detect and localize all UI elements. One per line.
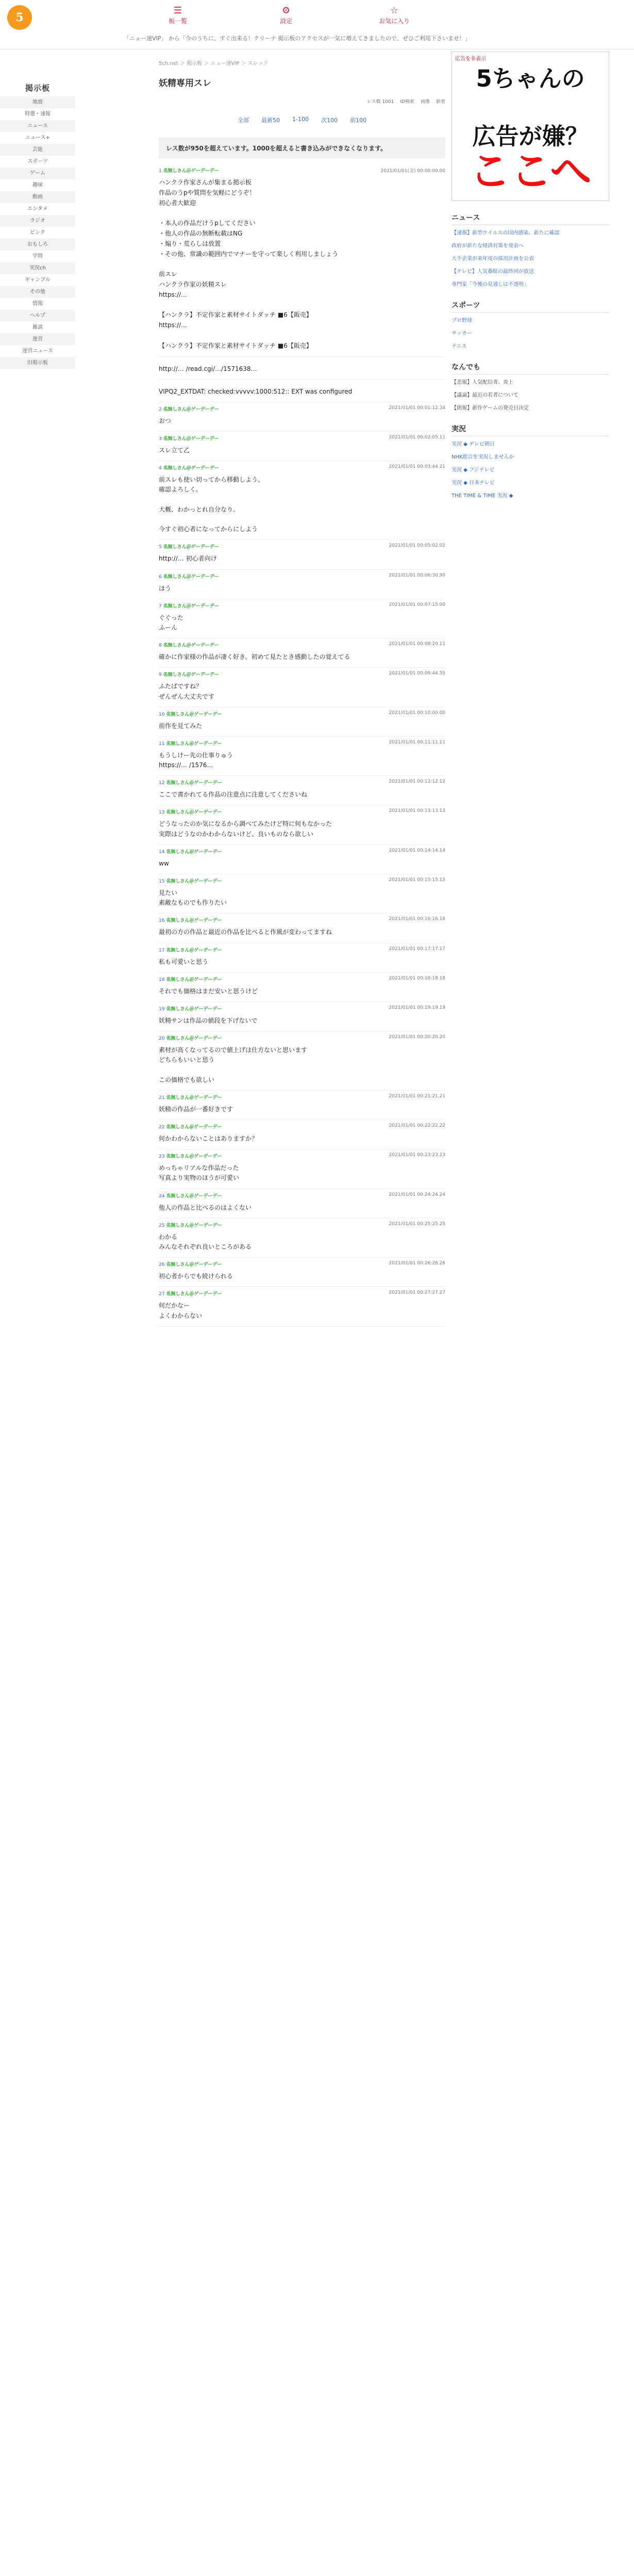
post <box>159 913 445 943</box>
pager-latest50[interactable]: 最新50 <box>261 117 280 124</box>
news-item[interactable]: 【速報】新型ウイルスの国内感染、新たに確認 <box>452 230 560 236</box>
news-item[interactable]: 政府が新たな経済対策を発表へ <box>452 243 524 249</box>
sports-item[interactable]: サッカー <box>452 331 472 336</box>
post-body: スレ立て乙 <box>159 447 190 454</box>
poster-name: 名無しさん＠ゲーデーデー <box>166 810 222 816</box>
post <box>159 1258 445 1287</box>
breadcrumb[interactable]: 5ch.net ＞ 掲示板 ＞ ニュー速VIP ＞ スレッド <box>159 61 269 66</box>
post-number[interactable]: 8 <box>159 643 162 649</box>
post-date: 2021/01/01 00:23:23.23 <box>389 1153 445 1158</box>
nav-favorites[interactable] <box>340 5 448 25</box>
post <box>159 432 445 461</box>
post-meta <box>159 435 445 442</box>
poster-name: 名無しさん＠ゲーデーデー <box>166 947 222 953</box>
post <box>159 973 445 1002</box>
post <box>159 1031 445 1091</box>
post-body: 私も可愛いと思う <box>159 958 209 965</box>
post-meta <box>159 1290 445 1297</box>
post-date: 2021/01/01 00:19:19.19 <box>389 1005 445 1010</box>
news-heading: ニュース <box>452 212 609 225</box>
post-number[interactable]: 18 <box>159 977 165 982</box>
post <box>159 805 445 844</box>
poster-name: 名無しさん＠ゲーデーデー <box>163 643 219 649</box>
misc-item[interactable]: 【悲報】人気配信者、炎上 <box>452 380 513 385</box>
live-item[interactable]: 実況 ◆ 日本テレビ <box>452 480 495 486</box>
sidebar-category[interactable]: ゲーム <box>0 167 75 179</box>
post-body: ハンクラ作家さんが集まる掲示板 作品のうpや質問を気軽にどうぞ！ 初心者大歓迎 ・本人の作品だけうpしてください ・他人の作品の無断転載はNG ・煽り・荒らしは放置 ・その他、常識の範囲内でマナーを守って楽しく利用しましょう 前スレ ハンクラ作家の妖精スレ https://… 【ハンクラ】不定作家と素材サイトダッチ ■6【販売】 https://… 【ハンクラ】不定作家と素材サイトダッチ ■6【販売】 <box>159 179 339 349</box>
sidebar-category[interactable]: ニュース <box>0 120 75 132</box>
toolbar-item[interactable]: 新着 <box>436 99 445 105</box>
post-date: 2021/01/01 00:20:20.20 <box>389 1035 445 1040</box>
post <box>159 599 445 638</box>
post-number[interactable]: 16 <box>159 918 165 924</box>
post-date: 2021/01/01 00:17:17.17 <box>389 946 445 952</box>
poster-name: 名無しさん＠ゲーデーデー <box>166 781 222 786</box>
post <box>159 707 445 737</box>
ad-line-3: ここへ <box>469 147 592 195</box>
poster-name: 名無しさん＠ゲーデーデー <box>166 1125 222 1130</box>
sidebar-category[interactable]: 芸能 <box>0 144 75 156</box>
post-meta <box>159 1153 445 1159</box>
nav-settings[interactable] <box>232 5 340 25</box>
post-number[interactable]: 13 <box>159 810 165 816</box>
post-date: 2021/01/01(金) 00:00:00.00 <box>380 168 445 174</box>
post <box>159 1218 445 1258</box>
post-list <box>159 402 445 1327</box>
sports-heading: スポーツ <box>452 300 609 313</box>
post-meta <box>159 671 445 677</box>
post-date: 2021/01/01 00:07:15.00 <box>389 602 445 607</box>
poster-name: 名無しさん＠ゲーデーデー <box>166 1154 222 1160</box>
poster-name: 名無しさん＠ゲーデーデー <box>166 977 222 982</box>
post-meta <box>159 641 445 648</box>
sidebar-category[interactable]: ラジオ <box>0 215 75 227</box>
post-meta <box>159 1123 445 1130</box>
sidebar-category[interactable]: 運営 <box>0 333 75 345</box>
poster-name: 名無しさん＠ゲーデーデー <box>163 672 219 678</box>
post-number[interactable]: 17 <box>159 947 165 953</box>
pager <box>159 116 445 124</box>
misc-heading: なんでも <box>452 362 609 375</box>
post-number[interactable]: 2 <box>159 406 162 412</box>
post-body: 見たい 素敵なものでも作りたい <box>159 889 227 907</box>
post-number[interactable]: 15 <box>159 879 165 885</box>
post-number[interactable]: 20 <box>159 1036 165 1042</box>
post-body: もうしけー先の仕事りゅう https://… /1576… <box>159 751 233 769</box>
post-meta <box>159 1192 445 1199</box>
sidebar-category[interactable]: 情報 <box>32 301 43 307</box>
post <box>159 1091 445 1120</box>
menu-icon: ☰ <box>173 5 182 16</box>
poster-name: 名無しさん＠ゲーデーデー <box>166 1223 222 1228</box>
site-logo[interactable]: 5 <box>7 5 32 30</box>
post-date: 2021/01/01 00:08:20.11 <box>389 641 445 647</box>
poster-name: 名無しさん＠ゲーデーデー <box>166 1036 222 1042</box>
poster-name: 名無しさん＠ゲーデーデー <box>163 466 219 471</box>
misc-item[interactable]: 【議論】最近の若者について <box>452 393 519 398</box>
poster-name: 名無しさん＠ゲーデーデー <box>166 741 222 747</box>
post <box>159 540 445 569</box>
site-header <box>0 0 634 49</box>
post <box>159 776 445 805</box>
post-date: 2021/01/01 00:25:25.25 <box>389 1221 445 1227</box>
vip-ext-info: VIPQ2_EXTDAT: checked:vvvvv:1000:512:: EXT was configured <box>159 387 353 395</box>
post-body: 前作を見てみた <box>159 722 203 730</box>
post-number[interactable]: 7 <box>159 603 162 609</box>
post-date: 2021/01/01 00:11:11.11 <box>389 739 445 745</box>
post-number[interactable]: 4 <box>159 466 162 471</box>
poster-name: 名無しさん＠ゲーデーデー <box>166 1006 222 1012</box>
poster-name: 名無しさん＠ゲーデーデー <box>163 168 219 174</box>
post-number[interactable]: 19 <box>159 1006 165 1012</box>
post-date: 2021/01/01 00:01:12.34 <box>389 405 445 411</box>
post-number[interactable]: 23 <box>159 1154 165 1160</box>
header-notice: 「ニュー速VIP」 から「今のうちに、すぐ出来る！クリーナ 掲示板のアクセスが一気に増えてきましたので、ぜひご利用下さいませ！」 <box>124 35 471 42</box>
post-date: 2021/01/01 00:16:16.16 <box>389 917 445 922</box>
post-date: 2021/01/01 00:02:05.11 <box>389 435 445 440</box>
post-date: 2021/01/01 00:22:22.22 <box>389 1123 445 1129</box>
post-number[interactable]: 11 <box>159 741 165 747</box>
post-number[interactable]: 5 <box>159 545 162 550</box>
live-item[interactable]: THE TIME & TIME 実況 ◆ <box>452 493 513 499</box>
sidebar-category[interactable]: 趣味 <box>32 182 43 188</box>
post-body: 妖精サンは作品の値段を下げないで <box>159 1016 258 1024</box>
post-meta <box>159 602 445 609</box>
thread-title: 妖精専用スレ <box>159 78 211 89</box>
poster-name: 名無しさん＠ゲーデーデー <box>166 849 222 855</box>
sidebar-category[interactable]: 動画 <box>0 191 75 203</box>
post-meta <box>159 1222 445 1228</box>
post-first <box>159 164 445 357</box>
post-meta <box>159 543 445 550</box>
post <box>159 1120 445 1149</box>
poster-name: 名無しさん＠ゲーデーデー <box>163 545 219 550</box>
post-date: 2021/01/01 00:14:14.14 <box>389 848 445 853</box>
sidebar-category[interactable]: その他 <box>0 286 75 298</box>
post-body: 何だかなー よくわからない <box>159 1302 203 1319</box>
poster-name: 名無しさん＠ゲーデーデー <box>166 879 222 885</box>
post-meta <box>159 808 445 815</box>
post-date: 2021/01/01 00:15:15.15 <box>389 877 445 883</box>
post-body: 素材が高くなってるので値上げは仕方ないと思います どちらもいいと思う この価格でも欲しい <box>159 1046 308 1083</box>
post-date: 2021/01/01 00:09:44.55 <box>389 671 445 676</box>
post-body: ほう <box>159 584 172 592</box>
post-body: ww <box>159 859 169 867</box>
sidebar-category[interactable]: 学問 <box>32 253 43 259</box>
post-body: おつ <box>159 417 171 425</box>
post <box>159 402 445 432</box>
post-meta <box>159 573 445 580</box>
sidebar-category[interactable]: 地震 <box>0 96 75 108</box>
post-number[interactable]: 14 <box>159 849 165 855</box>
post-number[interactable]: 6 <box>159 574 162 580</box>
post-date: 2021/01/01 00:12:12.12 <box>389 779 445 785</box>
ad-line-2: 広告が嫌？ <box>472 123 589 150</box>
post-date: 2021/01/01 00:26:26.26 <box>389 1261 445 1266</box>
post-date: 2021/01/01 00:18:18.18 <box>389 975 445 981</box>
post-body: 初心者からでも続けられる <box>159 1273 233 1280</box>
post-body: 確かに作家様の作品が凄く好き。初めて見たとき感動したの覚えてる <box>159 653 351 661</box>
post-number[interactable]: 27 <box>159 1292 165 1297</box>
post-meta <box>159 1005 445 1012</box>
poster-name: 名無しさん＠ゲーデーデー <box>166 1262 222 1268</box>
left-sidebar <box>0 82 75 369</box>
sidebar-category[interactable]: 実況ch <box>0 262 75 274</box>
thread-link[interactable]: http://… /read.cgi/…/1571638… <box>159 365 257 372</box>
pager-prev100[interactable]: 前100 <box>349 117 366 124</box>
gear-icon: ⚙ <box>281 5 291 16</box>
poster-name: 名無しさん＠ゲーデーデー <box>166 918 222 924</box>
post-meta <box>159 976 445 982</box>
post-number[interactable]: 12 <box>159 781 165 786</box>
post-body: 最初の方の作品と最近の作品を比べると作風が変わってますね <box>159 928 332 936</box>
sidebar-category[interactable]: 特選・速報 <box>25 111 51 117</box>
thread-main <box>159 56 445 1327</box>
post-meta <box>159 848 445 855</box>
post-vip <box>159 380 445 402</box>
post-number[interactable]: 9 <box>159 672 162 678</box>
sidebar-category[interactable]: 運営ニュース <box>22 348 53 354</box>
sports-item[interactable]: テニス <box>452 344 467 349</box>
post-date: 2021/01/01 00:24:24.24 <box>389 1192 445 1197</box>
post-date: 2021/01/01 00:27:27.27 <box>389 1290 445 1296</box>
live-item[interactable]: 実況 ◆ フジテレビ <box>452 467 495 473</box>
post-meta <box>159 1261 445 1267</box>
post-meta <box>159 464 445 471</box>
star-icon: ☆ <box>390 5 399 16</box>
poster-name: 名無しさん＠ゲーデーデー <box>166 1095 222 1100</box>
pager-1-100[interactable]: 1-100 <box>292 116 309 123</box>
post-body: http://… 初心者向け <box>159 555 217 563</box>
post-date: 2021/01/01 00:05:02.02 <box>389 543 445 549</box>
post <box>159 874 445 913</box>
poster-name: 名無しさん＠ゲーデーデー <box>166 711 222 717</box>
post-number[interactable]: 1 <box>159 168 162 174</box>
sidebar-category[interactable]: スポーツ <box>27 159 48 164</box>
post <box>159 1149 445 1189</box>
thread-toolbar <box>159 98 445 111</box>
post-meta <box>159 1094 445 1100</box>
pager-next100[interactable]: 次100 <box>321 117 338 124</box>
post-body: それでも価格はまだ安いと思うけど <box>159 987 258 995</box>
ad-hide-link[interactable]: 広告を非表示 <box>455 56 486 62</box>
post-meta <box>159 405 445 412</box>
post-meta <box>159 877 445 884</box>
sidebar-category[interactable]: エンタメ <box>27 206 48 212</box>
post-date: 2021/01/01 00:13:13.13 <box>389 808 445 814</box>
post <box>159 638 445 668</box>
top-nav <box>124 5 448 25</box>
ad-banner[interactable] <box>452 52 609 201</box>
post-date: 2021/01/01 00:06:30.90 <box>389 572 445 578</box>
poster-name: 名無しさん＠ゲーデーデー <box>166 1193 222 1199</box>
post <box>159 737 445 776</box>
post <box>159 845 445 874</box>
sidebar-category[interactable]: 旧掲示板 <box>0 357 75 369</box>
sidebar-category[interactable]: ピンク <box>30 230 45 235</box>
post-link <box>159 357 445 380</box>
post-meta <box>159 740 445 747</box>
post-number[interactable]: 25 <box>159 1223 165 1228</box>
nav-board-list[interactable] <box>124 5 232 25</box>
post-meta <box>159 946 445 953</box>
poster-name: 名無しさん＠ゲーデーデー <box>163 603 219 609</box>
post-body: ここで書かれてる作品の注意点に注意してくださいね <box>159 791 308 799</box>
post-body: めっちゃリアルな作品だった 写真より実物のほうが可愛い <box>159 1164 240 1182</box>
post <box>159 461 445 540</box>
toolbar-item[interactable]: 画像 <box>420 99 430 105</box>
post-meta <box>159 779 445 786</box>
sidebar-category[interactable]: ニュース+ <box>25 135 50 141</box>
post <box>159 943 445 973</box>
poster-name: 名無しさん＠ゲーデーデー <box>163 436 219 442</box>
post-meta <box>159 1035 445 1041</box>
sidebar-category[interactable]: ヘルプ <box>0 310 75 321</box>
news-item[interactable]: 大手企業が来年度の採用計画を公表 <box>452 256 534 262</box>
post-number[interactable]: 24 <box>159 1193 165 1199</box>
nav-label: 設定 <box>279 18 292 25</box>
post-number[interactable]: 10 <box>159 711 165 717</box>
post-number[interactable]: 22 <box>159 1125 165 1130</box>
post <box>159 1189 445 1218</box>
live-item[interactable]: 実況 ◆ テレビ朝日 <box>452 442 495 447</box>
live-heading: 実況 <box>452 423 609 436</box>
news-item[interactable]: 専門家「今後の見通しは不透明」 <box>452 282 529 287</box>
nav-label: お気に入り <box>378 18 410 25</box>
post-date: 2021/01/01 00:03:44.21 <box>389 464 445 470</box>
sidebar-category[interactable]: 雑談 <box>32 325 43 330</box>
post-date: 2021/01/01 00:21:21.21 <box>389 1093 445 1099</box>
live-item[interactable]: NHK総合を実況しませんか <box>452 454 514 460</box>
post-date: 2021/01/01 00:10:00.00 <box>389 710 445 716</box>
sidebar-category[interactable]: ギャンブル <box>25 277 51 283</box>
post-number[interactable]: 21 <box>159 1095 165 1100</box>
news-item[interactable]: 【テレビ】人気番組の最終回が放送 <box>452 269 534 275</box>
post-limit-warning: レス数が950を超えています。1000を超えると書き込みができなくなります。 <box>159 138 445 159</box>
pager-all[interactable]: 全部 <box>238 117 249 124</box>
post <box>159 1287 445 1326</box>
right-column <box>452 52 609 505</box>
post-meta <box>159 167 445 174</box>
post-body: わかる みんなそれぞれ良いところがある <box>159 1233 252 1251</box>
post-body: ふたばですね？ ぜんぜん大丈夫です <box>159 683 215 700</box>
post-number[interactable]: 26 <box>159 1262 165 1268</box>
post-number[interactable]: 3 <box>159 436 162 442</box>
post-body: 前スレも使い切ってから移動しよう。 確認よろしく。 大概、わかっとれ自分なり。 今すぐ初心者になってからにしよう <box>159 476 264 533</box>
post-body: ぐぐった ふーん <box>159 614 183 631</box>
post <box>159 570 445 599</box>
post-body: 他人の作品と比べるのはよくない <box>159 1204 252 1211</box>
toolbar-item[interactable]: レス数 1001 <box>366 99 394 105</box>
post <box>159 1002 445 1031</box>
post-body: どうなったのか気になるから調べてみたけど特に何もなかった 実際はどうなのかわからないけど、良いものなら欲しい <box>159 820 332 838</box>
nav-label: 板一覧 <box>168 18 187 25</box>
poster-name: 名無しさん＠ゲーデーデー <box>163 406 219 412</box>
sidebar-title: 掲示板 <box>25 83 50 93</box>
misc-item[interactable]: 【朗報】新作ゲームの発売日決定 <box>452 405 529 411</box>
post-body: 何かわからないことはありますか？ <box>159 1135 258 1143</box>
ad-line-1: 5ちゃんの <box>476 65 585 92</box>
sidebar-category[interactable]: おもしろ <box>0 239 75 250</box>
sports-item[interactable]: プロ野球 <box>452 318 472 324</box>
post <box>159 668 445 707</box>
post-meta <box>159 710 445 717</box>
toolbar-item[interactable]: ID検索 <box>400 99 414 105</box>
poster-name: 名無しさん＠ゲーデーデー <box>166 1292 222 1297</box>
post-body: 妖精の作品が一番好きです <box>159 1105 233 1113</box>
post-meta <box>159 917 445 923</box>
poster-name: 名無しさん＠ゲーデーデー <box>163 574 219 580</box>
